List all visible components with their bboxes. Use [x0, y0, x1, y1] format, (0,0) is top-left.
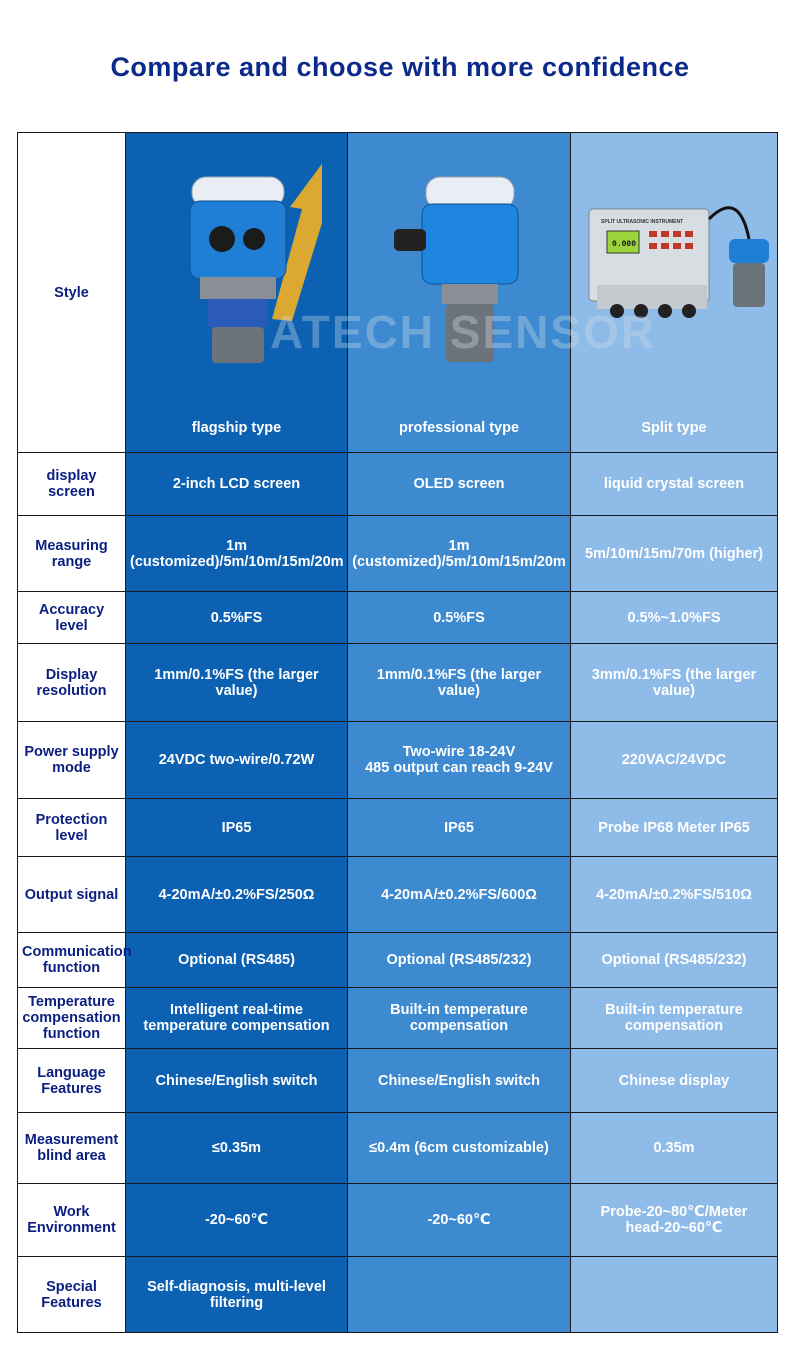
flagship-level-meter-image [152, 149, 322, 364]
cell-split: Probe IP68 Meter IP65 [571, 799, 778, 857]
cell-split: 0.35m [571, 1113, 778, 1184]
cell-split: Built-in temperature compensation [571, 988, 778, 1049]
cell-flagship: 4-20mA/±0.2%FS/250Ω [126, 857, 348, 933]
table-row [18, 799, 778, 857]
table-row [18, 1113, 778, 1184]
cell-split: Probe-20~80℃/Meter head-20~60℃ [571, 1184, 778, 1257]
cell-professional: ≤0.4m (6cm customizable) [348, 1113, 571, 1184]
cell-flagship: 1mm/0.1%FS (the larger value) [126, 644, 348, 722]
cell-professional: 0.5%FS [348, 592, 571, 644]
cell-professional: Two-wire 18-24V 485 output can reach 9-24V [348, 722, 571, 799]
cell-split: 5m/10m/15m/70m (higher) [571, 516, 778, 592]
cell-split: 0.5%~1.0%FS [571, 592, 778, 644]
product-cell-professional [348, 133, 571, 453]
table-row [18, 516, 778, 592]
row-label: Special Features [18, 1257, 126, 1333]
cell-split: Chinese display [571, 1049, 778, 1113]
cell-professional: Chinese/English switch [348, 1049, 571, 1113]
row-label: Output signal [18, 857, 126, 933]
cell-flagship: Intelligent real-time temperature compensation [126, 988, 348, 1049]
cell-flagship: ≤0.35m [126, 1113, 348, 1184]
row-label: Protection level [18, 799, 126, 857]
cell-professional: 1mm/0.1%FS (the larger value) [348, 644, 571, 722]
cell-professional: 4-20mA/±0.2%FS/600Ω [348, 857, 571, 933]
cell-split: liquid crystal screen [571, 453, 778, 516]
table-row [18, 453, 778, 516]
product-cell-split [571, 133, 778, 453]
cell-flagship: -20~60℃ [126, 1184, 348, 1257]
meter-brand-text: SPLIT ULTRASONIC INSTRUMENT [601, 219, 684, 225]
row-label: Power supply mode [18, 722, 126, 799]
cell-split: 3mm/0.1%FS (the larger value) [571, 644, 778, 722]
brand-watermark: ATECH SENSOR [270, 306, 657, 358]
cell-flagship: Chinese/English switch [126, 1049, 348, 1113]
cell-split: Optional (RS485/232) [571, 933, 778, 988]
row-label: Measuring range [18, 516, 126, 592]
table-row [18, 857, 778, 933]
cell-professional: -20~60℃ [348, 1184, 571, 1257]
cell-professional [348, 1257, 571, 1333]
cell-flagship: Self-diagnosis, multi-level filtering [126, 1257, 348, 1333]
cell-professional: Optional (RS485/232) [348, 933, 571, 988]
split-type-meter-image [579, 149, 769, 364]
table-row [18, 592, 778, 644]
row-label: Measurement blind area [18, 1113, 126, 1184]
table-row [18, 644, 778, 722]
cell-split: 220VAC/24VDC [571, 722, 778, 799]
table-row [18, 988, 778, 1049]
row-label: Work Environment [18, 1184, 126, 1257]
style-label-professional: professional type [398, 420, 520, 436]
style-label-split: Split type [641, 420, 707, 436]
cell-split [571, 1257, 778, 1333]
cell-flagship: 1m (customized)/5m/10m/15m/20m [126, 516, 348, 592]
comparison-table [17, 132, 778, 1333]
table-row [18, 1184, 778, 1257]
cell-professional: 1m (customized)/5m/10m/15m/20m [348, 516, 571, 592]
table-row [18, 1049, 778, 1113]
cell-flagship: 0.5%FS [126, 592, 348, 644]
row-label: Display resolution [18, 644, 126, 722]
professional-level-meter-image [374, 149, 544, 364]
style-label-flagship: flagship type [191, 420, 282, 436]
cell-flagship: 24VDC two-wire/0.72W [126, 722, 348, 799]
cell-split: 4-20mA/±0.2%FS/510Ω [571, 857, 778, 933]
cell-flagship: 2-inch LCD screen [126, 453, 348, 516]
row-label: Accuracy level [18, 592, 126, 644]
cell-professional: IP65 [348, 799, 571, 857]
table-row [18, 933, 778, 988]
meter-reading-text: 0.000 [612, 240, 637, 249]
table-row [18, 722, 778, 799]
table-row-style [18, 133, 778, 453]
cell-professional: OLED screen [348, 453, 571, 516]
page-title: Compare and choose with more confidence [110, 52, 690, 82]
table-row [18, 1257, 778, 1333]
cell-professional: Built-in temperature compensation [348, 988, 571, 1049]
product-cell-flagship [126, 133, 348, 453]
row-label: Language Features [18, 1049, 126, 1113]
cell-flagship: IP65 [126, 799, 348, 857]
row-label: Style [18, 133, 126, 453]
row-label: display screen [18, 453, 126, 516]
cell-flagship: Optional (RS485) [126, 933, 348, 988]
row-label: Temperature compensation function [18, 988, 126, 1049]
row-label: Communication function [18, 933, 126, 988]
